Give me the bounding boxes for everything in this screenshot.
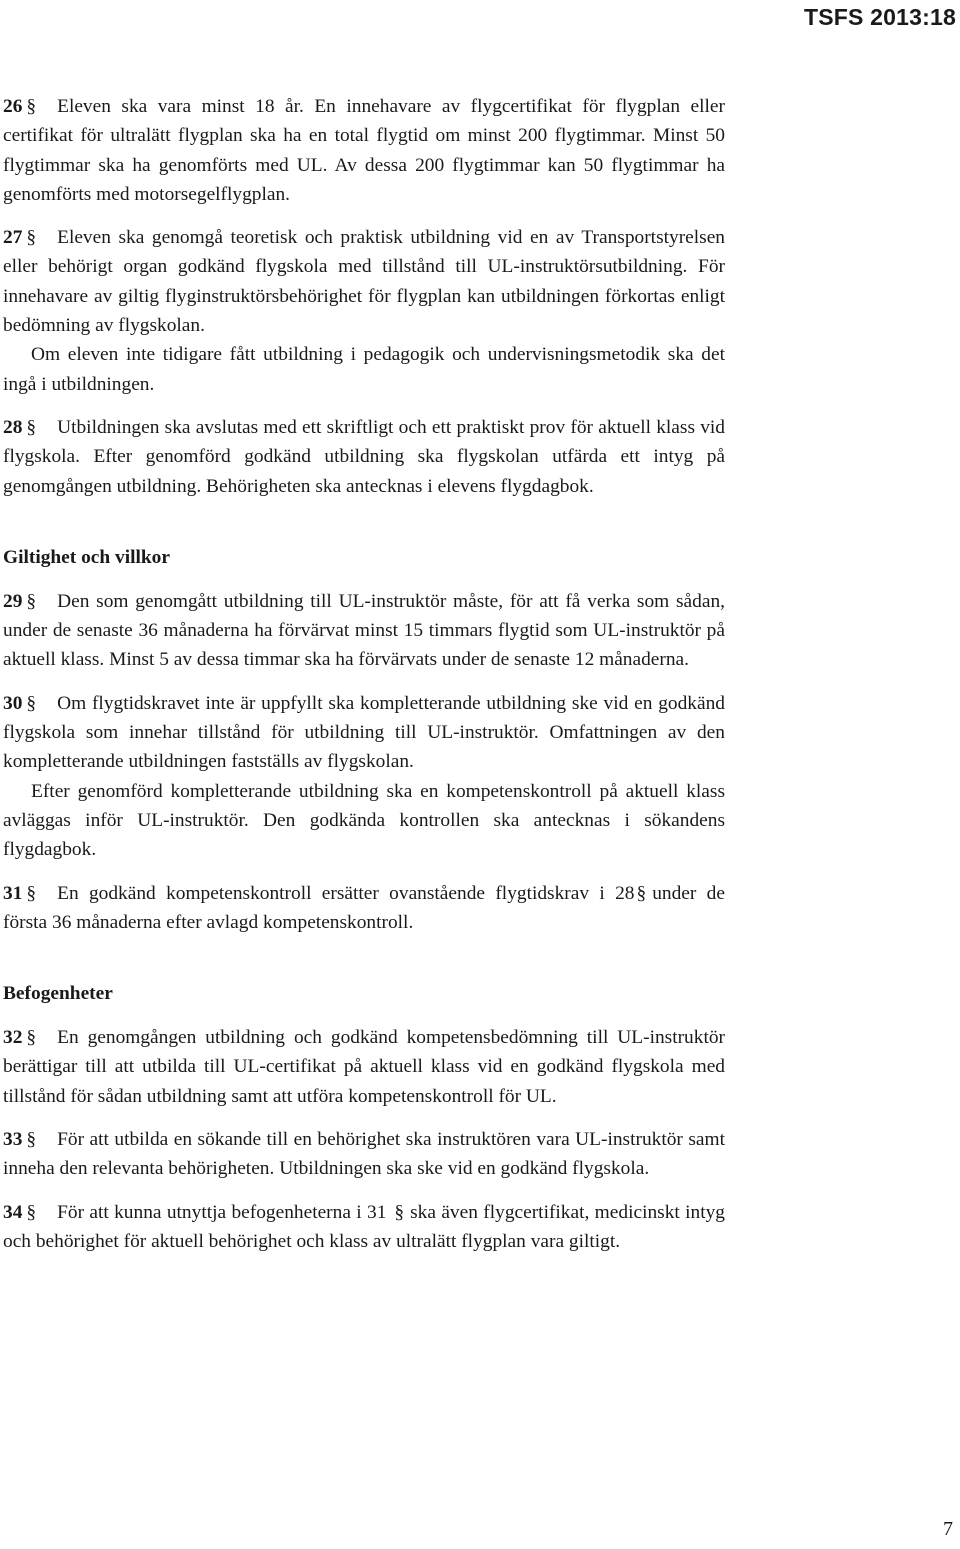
heading-powers: Befogenheter (3, 983, 113, 1005)
section-symbol: § (636, 882, 647, 904)
section-symbol: § (26, 692, 37, 714)
section-text: För att utbilda en sökande till en behörighet ska instruktören vara UL-instruktör samt inneha den relevanta behörigheten. Utbildningen ska ske vid en godkänd flygskola. (3, 1129, 725, 1180)
section-text-tail: under de första 36 månaderna efter avlagd kompetenskontroll. (3, 882, 725, 933)
section-28 (3, 413, 725, 501)
section-symbol: § (394, 1201, 405, 1223)
section-30-continuation: Efter genomförd kompletterande utbildning ska en kompetenskontroll på aktuell klass avläggas inför UL-instruktör. Den godkända kontrollen ska antecknas i sökandens flygdagbok. (3, 780, 725, 861)
section-27-continuation: Om eleven inte tidigare fått utbildning i pedagogik och undervisningsmetodik ska det ingå i utbildningen. (3, 344, 725, 395)
section-symbol: § (26, 590, 37, 612)
section-33 (3, 1125, 725, 1184)
section-symbol: § (26, 1027, 37, 1049)
section-29 (3, 587, 725, 675)
document-code: TSFS 2013:18 (804, 4, 956, 30)
section-number: 33 (3, 1129, 23, 1151)
section-text: En godkänd kompetenskontroll ersätter ovanstående flygtidskrav i (57, 882, 605, 904)
section-number: 31 (3, 882, 23, 904)
section-number: 26 (3, 96, 23, 117)
document-body (3, 92, 725, 1270)
section-number: 29 (3, 590, 23, 612)
section-text: Utbildningen ska avslutas med ett skriftligt och ett praktiskt prov för aktuell klass vid flygskola. Efter genomförd godkänd utbildning ska flygskolan utfärda ett intyg på genomgången utbildning. Behörigheten ska antecknas i elevens flygdagbok. (3, 416, 725, 497)
heading-validity: Giltighet och villkor (3, 546, 170, 568)
section-text: Eleven ska vara minst 18 år. En innehavare av flygcertifikat för flygplan eller certifikat för ultralätt flygplan ska ha en total flygtid om minst 200 flygtimmar. Minst 50 flygtimmar ska ha genomförts med UL. Av dessa 200 flygtimmar kan 50 flygtimmar ha genomförts med motorsegelflygplan. (3, 96, 725, 205)
section-text: En genomgången utbildning och godkänd kompetensbedömning till UL-instruktör berättigar till att utbilda till UL-certifikat på aktuell klass vid en godkänd flygskola med tillstånd för sådan utbildning samt att utföra kompetenskontroll för UL. (3, 1027, 725, 1107)
section-symbol: § (26, 882, 37, 904)
section-number: 34 (3, 1201, 23, 1223)
section-number: 27 (3, 227, 23, 249)
section-27 (3, 223, 725, 340)
section-number: 30 (3, 692, 23, 714)
section-symbol: § (26, 227, 37, 249)
section-31 (3, 879, 725, 938)
section-text: Om flygtidskravet inte är uppfyllt ska kompletterande utbildning ske vid en godkänd flygskola som innehar tillstånd för utbildning till UL-instruktör. Omfattningen av den kompletterande utbildningen fastställs av flygskolan. (3, 692, 725, 773)
section-number: 32 (3, 1027, 23, 1049)
section-symbol: § (26, 1129, 37, 1151)
section-26 (3, 92, 725, 209)
section-symbol: § (26, 1201, 37, 1223)
section-30 (3, 689, 725, 777)
section-reference: 28 (615, 882, 635, 904)
section-number: 28 (3, 416, 23, 438)
section-32 (3, 1023, 725, 1111)
section-symbol: § (26, 96, 37, 117)
page-number: 7 (943, 1518, 953, 1540)
section-text: För att kunna utnyttja befogenheterna i 31 (57, 1201, 387, 1223)
section-34 (3, 1198, 725, 1257)
section-text: Den som genomgått utbildning till UL-instruktör måste, för att få verka som sådan, under de senaste 36 månaderna ha förvärvat minst 15 timmars flygtid som UL-instruktör på aktuell klass. Minst 5 av dessa timmar ska ha förvärvats under de senaste 12 månaderna. (3, 590, 725, 671)
section-text: Eleven ska genomgå teoretisk och praktisk utbildning vid en av Transportstyrelsen eller behörigt organ godkänd flygskola med tillstånd till UL-instruktörsutbildning. För innehavare av giltig flyginstruktörsbehörighet för flygplan kan utbildningen förkortas enligt bedömning av flygskolan. (3, 227, 725, 337)
section-symbol: § (26, 416, 37, 438)
section-text-tail: ska även flygcertifikat, medicinskt intyg och behörighet för aktuell behörighet och klass av ultralätt flygplan vara giltigt. (3, 1201, 725, 1252)
